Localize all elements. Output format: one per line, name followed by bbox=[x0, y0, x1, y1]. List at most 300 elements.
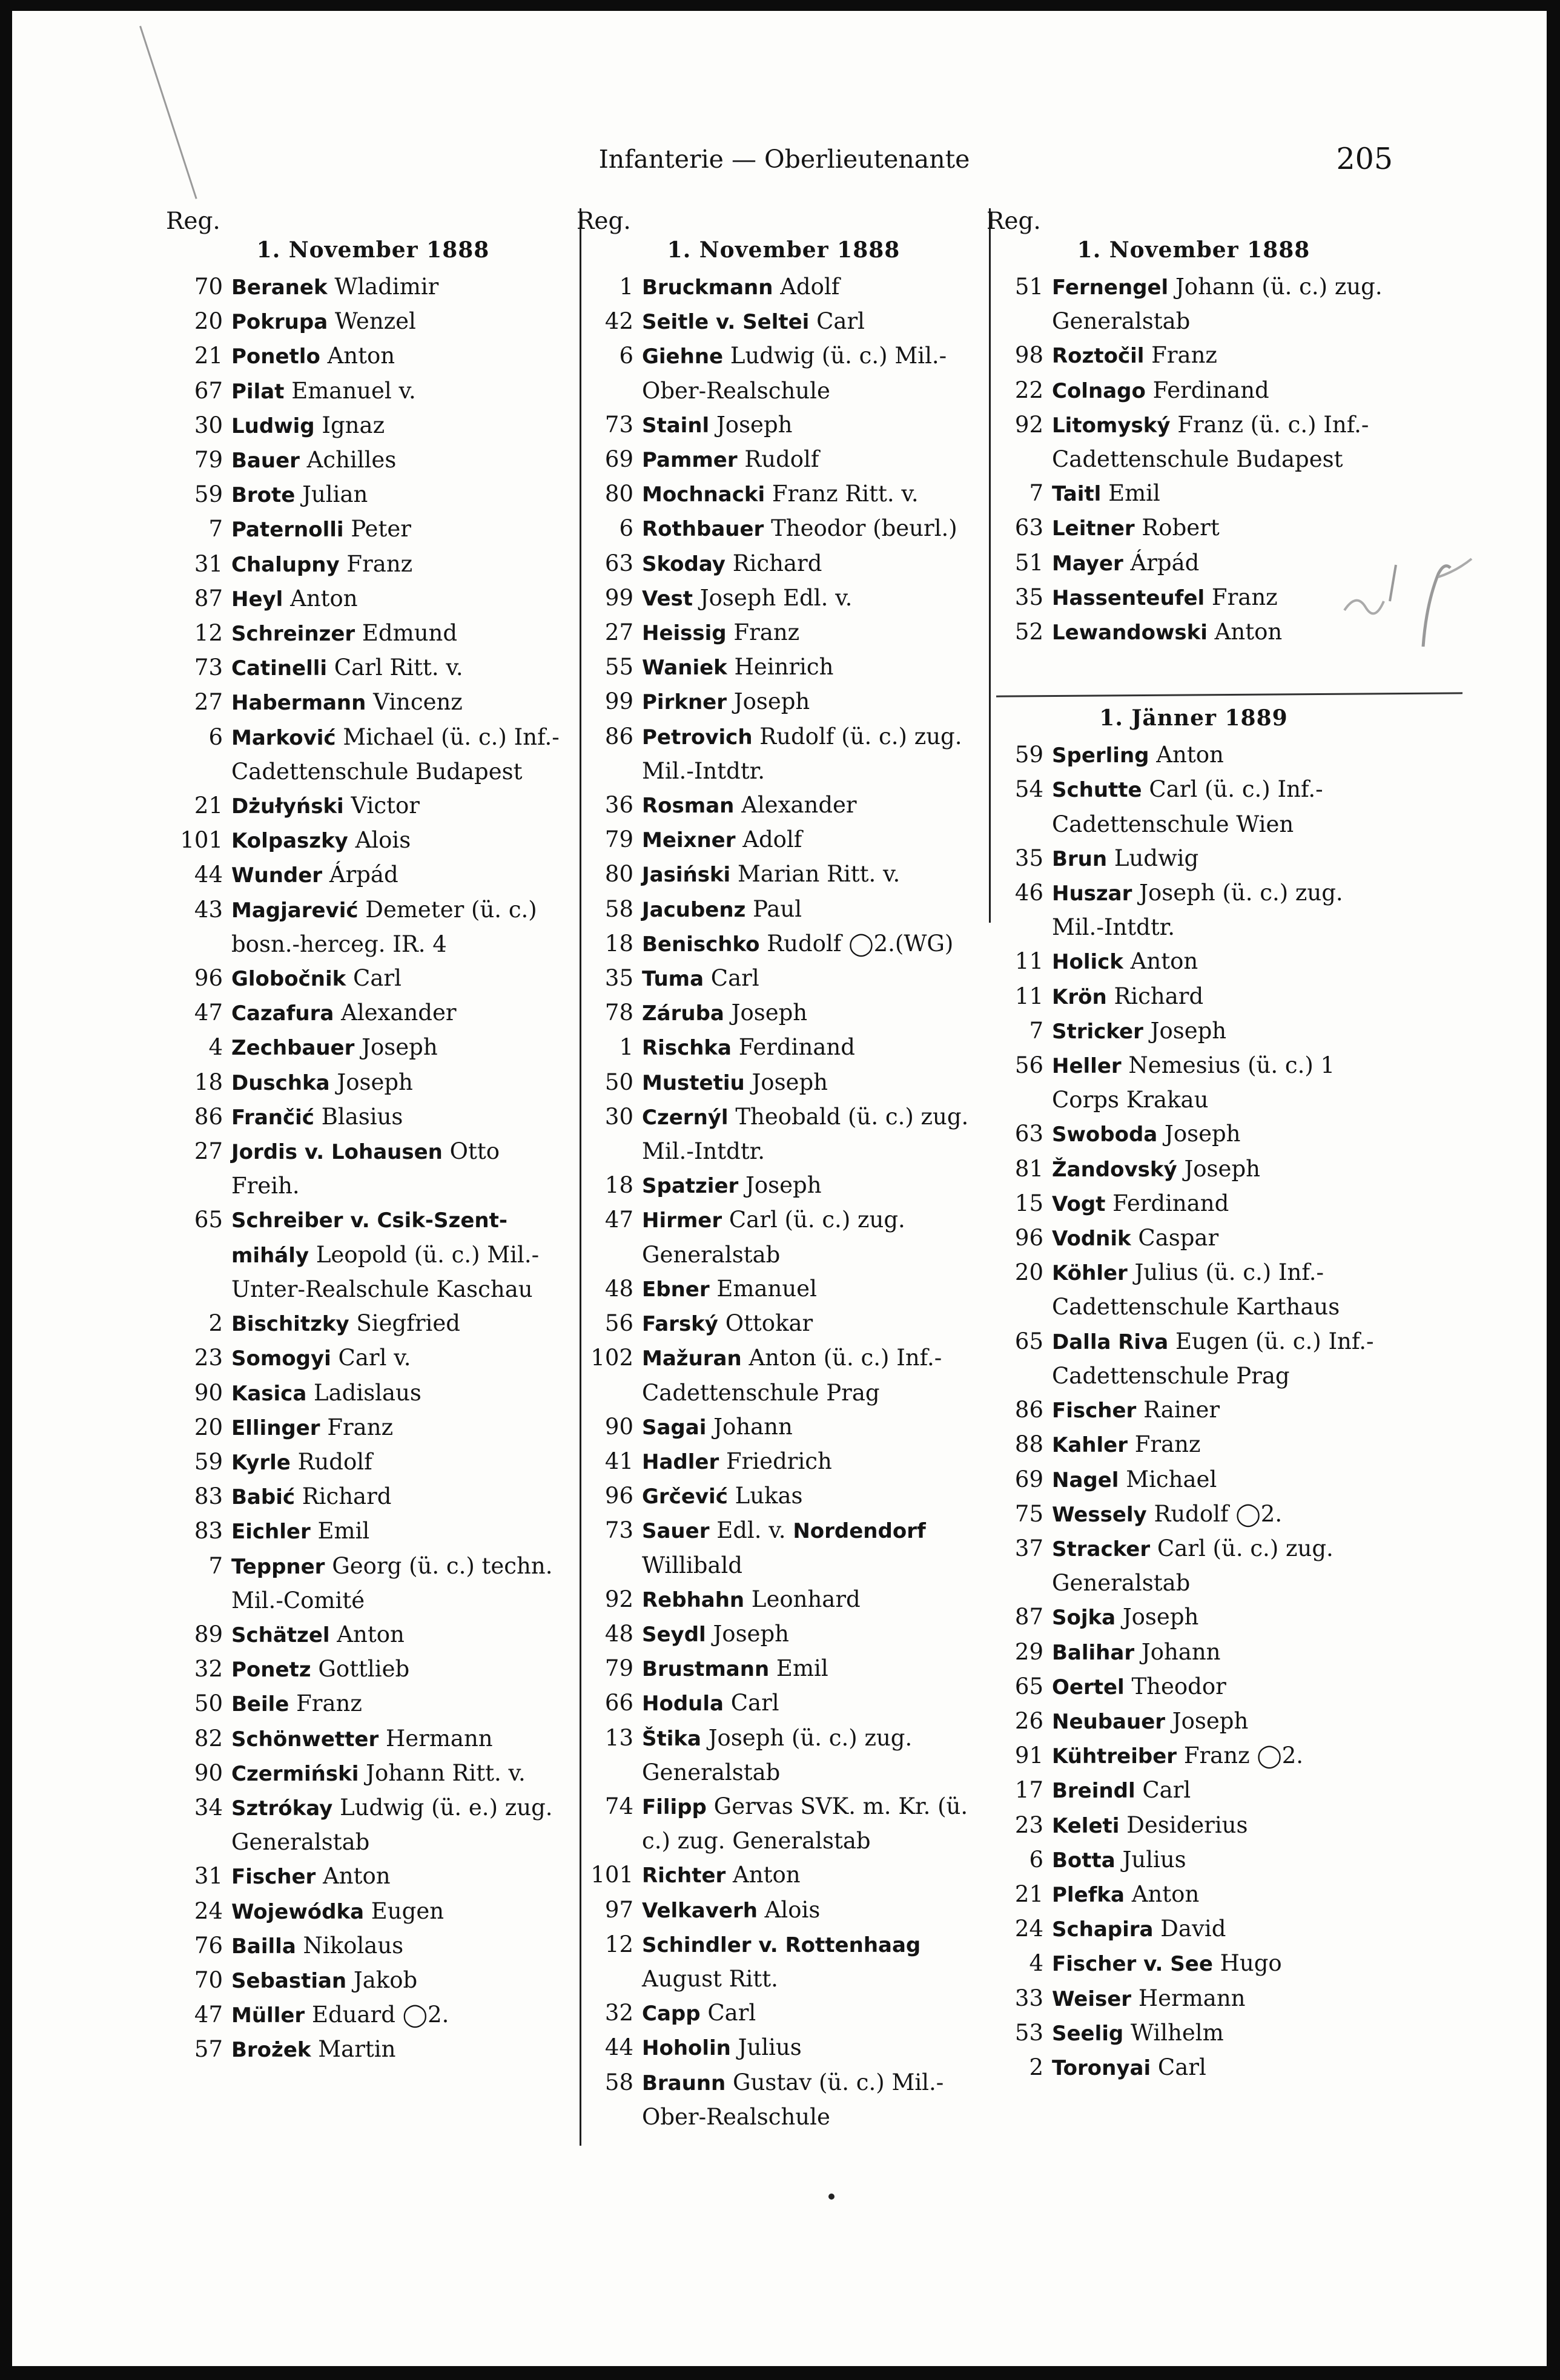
regiment-number: 86 bbox=[604, 723, 633, 750]
entry-text bbox=[1052, 1428, 1391, 1462]
list-item bbox=[996, 738, 1391, 773]
entry-text bbox=[642, 996, 981, 1030]
officer-surname: Taitl bbox=[1052, 482, 1102, 507]
regiment-number: 18 bbox=[604, 930, 633, 957]
entry-text bbox=[1052, 1739, 1391, 1773]
entry-text bbox=[231, 1549, 570, 1618]
regiment-number: 47 bbox=[194, 1000, 223, 1026]
entry-text bbox=[642, 650, 981, 685]
regiment-number: 54 bbox=[1014, 776, 1043, 803]
officer-surname: Czernýl bbox=[642, 1105, 729, 1130]
list-item bbox=[996, 374, 1391, 408]
entry-text bbox=[1052, 1049, 1391, 1117]
list-item bbox=[586, 650, 981, 685]
entry-text bbox=[1052, 1670, 1391, 1704]
officer-surname: Sztrókay bbox=[231, 1796, 333, 1821]
regiment-number: 73 bbox=[194, 654, 223, 681]
entry-text bbox=[231, 1066, 570, 1100]
regiment-number: 15 bbox=[1014, 1190, 1043, 1216]
regiment-number: 32 bbox=[604, 2000, 633, 2026]
officer-details: Anton bbox=[1124, 1881, 1200, 1907]
officer-details: Eduard ◯2. bbox=[305, 2002, 449, 2028]
list-item bbox=[996, 2051, 1391, 2085]
list-item bbox=[586, 547, 981, 581]
list-item bbox=[586, 685, 981, 719]
entry-text bbox=[642, 512, 981, 546]
officer-details: Árpád bbox=[322, 862, 398, 888]
officer-surname: Globočnik bbox=[231, 967, 346, 992]
regiment-number: 18 bbox=[604, 1172, 633, 1199]
regiment-number: 97 bbox=[604, 1896, 633, 1923]
column-1 bbox=[166, 208, 570, 2068]
entry-text bbox=[642, 1169, 981, 1203]
list-item bbox=[996, 476, 1391, 511]
regiment-number: 4 bbox=[1029, 1950, 1043, 1977]
list-item bbox=[176, 409, 570, 443]
officer-surname: Záruba bbox=[642, 1001, 724, 1026]
officer-details: Otto Freih. bbox=[231, 1138, 500, 1199]
entry-text bbox=[1052, 1393, 1391, 1428]
reg-label: Reg. bbox=[987, 208, 1041, 235]
page-number: 205 bbox=[1336, 142, 1393, 176]
officer-details: Johann bbox=[1134, 1638, 1221, 1665]
regiment-number: 83 bbox=[194, 1518, 223, 1544]
officer-details: Franz bbox=[726, 619, 800, 646]
column-2 bbox=[577, 208, 981, 2134]
regiment-number: 22 bbox=[1014, 377, 1043, 403]
entry-text bbox=[1052, 980, 1391, 1014]
regiment-number: 18 bbox=[194, 1069, 223, 1095]
list-item bbox=[176, 685, 570, 720]
list-item bbox=[176, 1445, 570, 1480]
officer-details: Martin bbox=[311, 2036, 396, 2063]
officer-surname: Skoday bbox=[642, 552, 725, 576]
entry-text bbox=[642, 1307, 981, 1341]
officer-surname: Bruckmann bbox=[642, 275, 773, 300]
regiment-number: 35 bbox=[604, 965, 633, 992]
officer-details: Leonhard bbox=[744, 1586, 861, 1612]
entry-text bbox=[642, 547, 981, 581]
officer-surname: Sojka bbox=[1052, 1606, 1116, 1630]
regiment-number: 6 bbox=[619, 343, 633, 369]
entry-text bbox=[231, 1963, 570, 1998]
entry-text bbox=[642, 581, 981, 616]
list-item bbox=[176, 478, 570, 512]
entry-text bbox=[1052, 1532, 1391, 1600]
officer-surname: Pammer bbox=[642, 448, 738, 473]
officer-surname: Neubauer bbox=[1052, 1709, 1166, 1734]
regiment-number: 99 bbox=[604, 584, 633, 611]
entry-text bbox=[231, 1203, 570, 1307]
list-item bbox=[586, 892, 981, 927]
officer-details: Franz Ritt. v. bbox=[765, 481, 919, 507]
entry-text bbox=[1052, 1877, 1391, 1912]
officer-details: Carl bbox=[704, 965, 759, 992]
officer-details: Heinrich bbox=[727, 654, 834, 681]
regiment-number: 27 bbox=[194, 1138, 223, 1165]
officer-surname: Hadler bbox=[642, 1449, 719, 1474]
regiment-number: 92 bbox=[604, 1586, 633, 1612]
officer-details: Joseph (ü. c.) zug. Generalstab bbox=[642, 1724, 913, 1785]
list-item bbox=[586, 1996, 981, 2031]
officer-details: Edl. v. bbox=[709, 1517, 793, 1544]
officer-details: Joseph bbox=[354, 1034, 438, 1061]
entry-text bbox=[231, 1030, 570, 1065]
list-item bbox=[996, 1877, 1391, 1912]
list-item bbox=[996, 773, 1391, 841]
officer-details: Ferdinand bbox=[1145, 377, 1269, 403]
entry-text bbox=[231, 512, 570, 547]
entry-text bbox=[642, 927, 981, 961]
regiment-number: 65 bbox=[1014, 1328, 1043, 1354]
officer-details: Anton (ü. c.) Inf.-Cadettenschule Prag bbox=[642, 1345, 942, 1406]
entry-text bbox=[642, 685, 981, 719]
officer-details: David bbox=[1153, 1916, 1226, 1942]
entry-text bbox=[231, 409, 570, 443]
regiment-number: 6 bbox=[208, 724, 223, 750]
regiment-number: 35 bbox=[1014, 845, 1043, 871]
officer-surname: Leitner bbox=[1052, 516, 1135, 541]
officer-details: Joseph bbox=[1157, 1121, 1241, 1147]
officer-details: Siegfried bbox=[349, 1310, 460, 1337]
officer-surname: Cazafura bbox=[231, 1001, 334, 1026]
regiment-number: 1 bbox=[619, 274, 633, 300]
entry-text bbox=[642, 1203, 981, 1271]
officer-surname: Fischer bbox=[1052, 1399, 1137, 1423]
officer-surname: Holick bbox=[1052, 950, 1123, 975]
list-item bbox=[996, 1739, 1391, 1773]
list-item bbox=[586, 1169, 981, 1203]
list-item bbox=[176, 1894, 570, 1929]
officer-details: Jakob bbox=[346, 1966, 418, 1993]
entry-list bbox=[176, 270, 570, 2068]
regiment-number: 57 bbox=[194, 2036, 223, 2063]
list-item bbox=[176, 2032, 570, 2067]
officer-surname: Mayer bbox=[1052, 551, 1123, 576]
officer-surname: Huszar bbox=[1052, 882, 1132, 906]
regiment-number: 69 bbox=[604, 446, 633, 473]
regiment-number: 50 bbox=[604, 1069, 633, 1095]
regiment-number: 33 bbox=[1014, 1985, 1043, 2011]
officer-details: Anton bbox=[1149, 742, 1224, 768]
regiment-number: 101 bbox=[590, 1862, 633, 1888]
list-item bbox=[586, 1617, 981, 1652]
list-item bbox=[996, 1463, 1391, 1497]
officer-details: Nikolaus bbox=[296, 1932, 404, 1959]
list-item bbox=[586, 1445, 981, 1479]
officer-details: Rudolf bbox=[737, 446, 819, 473]
regiment-number: 27 bbox=[604, 619, 633, 646]
regiment-number: 44 bbox=[194, 862, 223, 888]
list-item bbox=[176, 789, 570, 823]
officer-surname: Balihar bbox=[1052, 1640, 1135, 1665]
list-item bbox=[586, 823, 981, 857]
officer-surname: Eichler bbox=[231, 1520, 311, 1544]
officer-details: Franz (ü. c.) Inf.-Cadettenschule Budapest bbox=[1052, 411, 1369, 473]
regiment-number: 86 bbox=[1014, 1397, 1043, 1423]
regiment-number: 75 bbox=[1014, 1500, 1043, 1527]
officer-details: Wladimir bbox=[327, 274, 439, 300]
regiment-number: 43 bbox=[194, 896, 223, 923]
regiment-number: 82 bbox=[194, 1725, 223, 1752]
officer-surname: Giehne bbox=[642, 344, 724, 369]
entry-text bbox=[642, 1652, 981, 1686]
entry-text bbox=[1052, 1221, 1391, 1256]
list-item bbox=[586, 1203, 981, 1271]
officer-details: Lukas bbox=[727, 1483, 803, 1509]
officer-details: Joseph bbox=[724, 1000, 808, 1026]
list-item bbox=[176, 374, 570, 409]
list-item bbox=[176, 858, 570, 892]
regiment-number: 4 bbox=[208, 1034, 223, 1061]
entry-text bbox=[231, 1859, 570, 1894]
entry-text bbox=[642, 1410, 981, 1445]
entry-text bbox=[231, 789, 570, 823]
regiment-number: 86 bbox=[194, 1103, 223, 1130]
regiment-number: 51 bbox=[1014, 274, 1043, 300]
officer-details: Carl bbox=[700, 2000, 756, 2026]
officer-surname: Sagai bbox=[642, 1415, 707, 1440]
officer-surname: Köhler bbox=[1052, 1261, 1128, 1286]
entry-text bbox=[1052, 842, 1391, 876]
list-item bbox=[176, 339, 570, 374]
list-item bbox=[176, 1549, 570, 1618]
officer-details: Ferdinand bbox=[1105, 1190, 1229, 1216]
list-item bbox=[996, 1049, 1391, 1117]
officer-surname: Jordis v. Lohausen bbox=[231, 1140, 443, 1165]
regiment-number: 6 bbox=[1029, 1846, 1043, 1873]
entry-text bbox=[642, 1996, 981, 2031]
regiment-number: 79 bbox=[194, 447, 223, 473]
list-item bbox=[586, 996, 981, 1030]
list-item bbox=[586, 443, 981, 477]
officer-surname: Marković bbox=[231, 725, 336, 750]
officer-details: Anton bbox=[320, 343, 395, 369]
list-item bbox=[586, 581, 981, 616]
regiment-number: 80 bbox=[604, 861, 633, 888]
regiment-number: 48 bbox=[604, 1275, 633, 1302]
officer-surname: Beile bbox=[231, 1692, 289, 1717]
entry-text bbox=[642, 823, 981, 857]
regiment-number: 59 bbox=[1014, 742, 1043, 768]
officer-surname: Sebastian bbox=[231, 1968, 347, 1993]
officer-details: Joseph Edl. v. bbox=[693, 584, 853, 611]
officer-details: Franz bbox=[339, 550, 413, 577]
regiment-number: 23 bbox=[1014, 1811, 1043, 1838]
list-item bbox=[996, 944, 1391, 979]
entry-text bbox=[231, 1480, 570, 1514]
officer-surname: Fischer v. See bbox=[1052, 1952, 1213, 1977]
entry-text bbox=[231, 1307, 570, 1341]
entry-text bbox=[1052, 1808, 1391, 1843]
officer-surname: Ponetz bbox=[231, 1658, 311, 1683]
entry-text bbox=[642, 1066, 981, 1100]
regiment-number: 32 bbox=[194, 1656, 223, 1683]
regiment-number: 23 bbox=[194, 1345, 223, 1371]
officer-surname: Botta bbox=[1052, 1848, 1115, 1873]
list-item bbox=[996, 842, 1391, 876]
regiment-number: 70 bbox=[194, 274, 223, 300]
officer-details: Joseph bbox=[726, 688, 810, 715]
list-item bbox=[586, 2031, 981, 2065]
entry-text bbox=[231, 1411, 570, 1445]
regiment-number: 26 bbox=[1014, 1707, 1043, 1734]
officer-surname: Kasica bbox=[231, 1381, 307, 1406]
entry-text bbox=[642, 1479, 981, 1514]
regiment-number: 90 bbox=[194, 1379, 223, 1406]
officer-surname: Stricker bbox=[1052, 1019, 1143, 1044]
section-date: 1. November 1888 bbox=[1077, 237, 1310, 263]
entry-text bbox=[231, 1998, 570, 2032]
entry-text bbox=[642, 305, 981, 339]
regiment-number: 63 bbox=[604, 550, 633, 576]
officer-details: Georg (ü. c.) techn. Mil.-Comité bbox=[231, 1552, 553, 1614]
list-item bbox=[586, 1858, 981, 1893]
entry-text bbox=[1052, 1325, 1391, 1393]
entry-text bbox=[231, 1652, 570, 1687]
entry-list bbox=[586, 270, 981, 2134]
officer-surname: Oertel bbox=[1052, 1675, 1125, 1699]
officer-surname: Rebhahn bbox=[642, 1587, 745, 1612]
officer-surname: Stracker bbox=[1052, 1537, 1151, 1561]
list-item bbox=[586, 408, 981, 443]
regiment-number: 55 bbox=[604, 654, 633, 681]
officer-surname: Bailla bbox=[231, 1934, 296, 1959]
list-item bbox=[996, 1947, 1391, 1981]
entry-text bbox=[642, 1030, 981, 1065]
regiment-number: 65 bbox=[194, 1207, 223, 1233]
regiment-number: 74 bbox=[604, 1793, 633, 1819]
reg-label: Reg. bbox=[166, 208, 220, 235]
entry-text bbox=[231, 1894, 570, 1929]
officer-surname: Weiser bbox=[1052, 1986, 1132, 2011]
entry-text bbox=[1052, 1497, 1391, 1532]
list-item bbox=[996, 1532, 1391, 1600]
officer-details: Gottlieb bbox=[311, 1656, 410, 1683]
entry-list bbox=[996, 738, 1391, 2085]
regiment-number: 80 bbox=[604, 481, 633, 507]
entry-text bbox=[231, 582, 570, 616]
list-item bbox=[586, 512, 981, 546]
officer-surname: Lewandowski bbox=[1052, 621, 1208, 645]
list-item bbox=[996, 1912, 1391, 1947]
entry-text bbox=[642, 857, 981, 892]
officer-details: Theobald (ü. c.) zug. Mil.-Intdtr. bbox=[642, 1103, 969, 1165]
entry-text bbox=[1052, 1600, 1391, 1635]
officer-details: Carl Ritt. v. bbox=[327, 654, 463, 681]
regiment-number: 102 bbox=[590, 1345, 633, 1371]
regiment-number: 87 bbox=[194, 585, 223, 611]
officer-surname: Richter bbox=[642, 1864, 726, 1888]
officer-surname: Habermann bbox=[231, 691, 366, 716]
officer-surname: Seelig bbox=[1052, 2021, 1124, 2046]
officer-surname: Dżułyński bbox=[231, 794, 344, 819]
officer-details: Anton bbox=[725, 1862, 801, 1888]
officer-details: Nemesius (ü. c.) 1 Corps Krakau bbox=[1052, 1052, 1335, 1113]
entry-text bbox=[231, 270, 570, 305]
officer-surname: Brote bbox=[231, 483, 296, 508]
regiment-number: 24 bbox=[1014, 1916, 1043, 1942]
regiment-number: 63 bbox=[1014, 1121, 1043, 1147]
officer-details: Ludwig (ü. c.) Mil.-Ober-Realschule bbox=[642, 343, 947, 404]
list-item bbox=[996, 1497, 1391, 1532]
entry-text bbox=[1052, 1947, 1391, 1981]
entry-text bbox=[1052, 1256, 1391, 1324]
entry-text bbox=[231, 1376, 570, 1411]
officer-surname: Kühtreiber bbox=[1052, 1744, 1177, 1769]
officer-surname: Nagel bbox=[1052, 1468, 1119, 1492]
list-item bbox=[996, 1014, 1391, 1049]
list-item bbox=[586, 961, 981, 996]
regiment-number: 47 bbox=[604, 1207, 633, 1233]
regiment-number: 11 bbox=[1014, 948, 1043, 975]
entry-text bbox=[231, 443, 570, 478]
officer-details: Carl bbox=[1151, 2054, 1206, 2080]
regiment-number: 31 bbox=[194, 550, 223, 577]
entry-text bbox=[1052, 876, 1391, 944]
officer-surname: Vest bbox=[642, 586, 693, 611]
regiment-number: 63 bbox=[1014, 515, 1043, 541]
entry-text bbox=[231, 823, 570, 858]
list-item bbox=[176, 443, 570, 478]
entry-text bbox=[642, 1341, 981, 1409]
officer-details: Ludwig (ü. e.) zug. Generalstab bbox=[231, 1794, 553, 1856]
section-date: 1. November 1888 bbox=[256, 237, 490, 263]
regiment-number: 24 bbox=[194, 1897, 223, 1924]
officer-details: Marian Ritt. v. bbox=[730, 861, 901, 888]
officer-details: Anton bbox=[1207, 619, 1283, 645]
regiment-number: 44 bbox=[604, 2034, 633, 2061]
officer-details: Gustav (ü. c.) Mil.-Ober-Realschule bbox=[642, 2069, 944, 2130]
officer-surname: Ludwig bbox=[231, 414, 315, 438]
officer-surname: Grčević bbox=[642, 1485, 728, 1509]
list-item bbox=[586, 1514, 981, 1582]
list-item bbox=[176, 1307, 570, 1341]
officer-surname: Wessely bbox=[1052, 1502, 1147, 1527]
officer-surname: Rothbauer bbox=[642, 517, 764, 542]
officer-details: Achilles bbox=[299, 447, 397, 473]
list-item bbox=[176, 1480, 570, 1514]
list-item bbox=[176, 1030, 570, 1065]
entry-text bbox=[1052, 738, 1391, 773]
regiment-number: 12 bbox=[194, 620, 223, 647]
entry-text bbox=[231, 478, 570, 512]
officer-details: Friedrich bbox=[719, 1448, 832, 1474]
entry-text bbox=[231, 1135, 570, 1203]
officer-details: Anton bbox=[1123, 948, 1198, 975]
officer-details: Johann Ritt. v. bbox=[359, 1759, 526, 1786]
entry-text bbox=[1052, 511, 1391, 546]
entry-text bbox=[231, 1722, 570, 1756]
officer-details: Desiderius bbox=[1119, 1811, 1248, 1838]
entry-text bbox=[1052, 1014, 1391, 1049]
officer-surname: Brożek bbox=[231, 2038, 311, 2063]
officer-details: Edmund bbox=[355, 620, 458, 647]
entry-text bbox=[231, 2032, 570, 2067]
list-item bbox=[176, 1411, 570, 1445]
officer-details: Leopold (ü. c.) Mil.-Unter-Realschule Kaschau bbox=[231, 1241, 540, 1302]
officer-surname: Sauer bbox=[642, 1519, 710, 1544]
list-item bbox=[586, 720, 981, 788]
regiment-number: 65 bbox=[1014, 1673, 1043, 1699]
entry-text bbox=[1052, 1843, 1391, 1877]
officer-surname: Schreinzer bbox=[231, 622, 355, 647]
officer-details: Joseph bbox=[1165, 1707, 1249, 1734]
list-item bbox=[996, 1843, 1391, 1877]
entry-text bbox=[231, 961, 570, 996]
regiment-number: 11 bbox=[1014, 983, 1043, 1009]
list-item bbox=[176, 996, 570, 1030]
